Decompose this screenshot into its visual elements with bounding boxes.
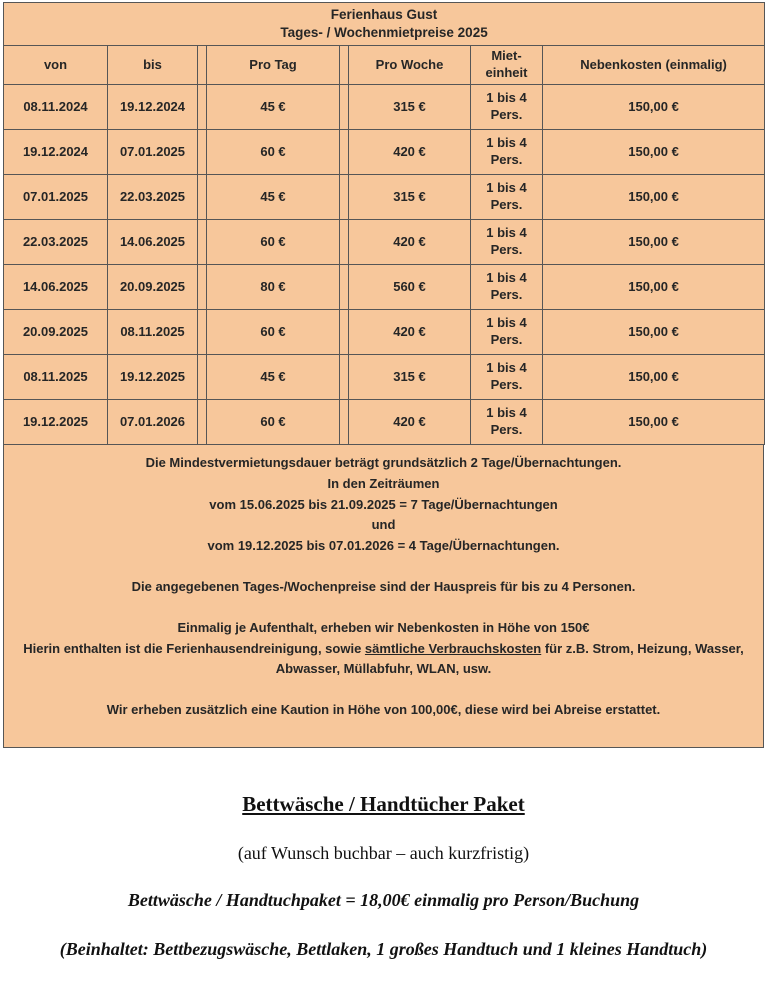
table-row (4, 400, 765, 445)
cell-pro-woche: 315 € (349, 175, 471, 220)
cell-mieteinheit: 1 bis 4 Pers. (471, 85, 543, 130)
cell-pro-tag: 80 € (207, 265, 340, 310)
price-table-body (4, 85, 765, 445)
title-line-1: Ferienhaus Gust (330, 7, 438, 23)
cell-pro-woche: 420 € (349, 310, 471, 355)
cell-pro-tag: 60 € (207, 310, 340, 355)
cell-bis: 19.12.2024 (108, 85, 198, 130)
cell-nebenkosten: 150,00 € (543, 310, 765, 355)
cell-mieteinheit: 1 bis 4 Pers. (471, 400, 543, 445)
cell-nebenkosten: 150,00 € (543, 220, 765, 265)
note-zeitraum-winter: vom 19.12.2025 bis 07.01.2026 = 4 Tage/Übernachtungen. (207, 538, 560, 554)
cell-von: 14.06.2025 (4, 265, 108, 310)
table-row (4, 265, 765, 310)
cell-pro-tag: 60 € (207, 130, 340, 175)
cell-pro-tag: 45 € (207, 355, 340, 400)
note-zeitraeume-intro: In den Zeiträumen (327, 475, 440, 491)
cell-mieteinheit: 1 bis 4 Pers. (471, 175, 543, 220)
cell-spacer (340, 130, 349, 175)
cell-spacer (198, 130, 207, 175)
cell-mieteinheit: 1 bis 4 Pers. (471, 265, 543, 310)
cell-spacer (198, 175, 207, 220)
cell-pro-woche: 315 € (349, 355, 471, 400)
header-bis: bis (108, 46, 198, 85)
cell-pro-woche: 420 € (349, 400, 471, 445)
header-spacer (340, 46, 349, 85)
note-nebenkosten-suffix: für z.B. Strom, Heizung, Wasser, Abwasser, Müllabfuhr, WLAN, usw. (275, 640, 744, 677)
cell-von: 19.12.2024 (4, 130, 108, 175)
cell-nebenkosten: 150,00 € (543, 400, 765, 445)
cell-spacer (198, 400, 207, 445)
table-row (4, 130, 765, 175)
linen-subheading: (auf Wunsch buchbar – auch kurzfristig) (237, 842, 530, 863)
cell-bis: 22.03.2025 (108, 175, 198, 220)
cell-nebenkosten: 150,00 € (543, 130, 765, 175)
note-zeitraum-sommer: vom 15.06.2025 bis 21.09.2025 = 7 Tage/Übernachtungen (209, 496, 558, 512)
note-nebenkosten-prefix: Hierin enthalten ist die Ferienhausendreinigung, sowie (23, 640, 365, 656)
note-und: und (371, 517, 396, 533)
linen-price-line: Bettwäsche / Handtuchpaket = 18,00€ einmalig pro Person/Buchung (127, 889, 640, 910)
cell-von: 22.03.2025 (4, 220, 108, 265)
cell-bis: 07.01.2025 (108, 130, 198, 175)
table-title (4, 3, 765, 46)
header-pro-tag: Pro Tag (207, 46, 340, 85)
cell-spacer (198, 220, 207, 265)
cell-spacer (340, 85, 349, 130)
cell-spacer (198, 265, 207, 310)
cell-pro-woche: 420 € (349, 130, 471, 175)
note-nebenkosten-group (14, 618, 753, 680)
linen-package-section (3, 792, 764, 961)
header-von: von (4, 46, 108, 85)
cell-von: 08.11.2025 (4, 355, 108, 400)
table-row (4, 310, 765, 355)
cell-bis: 08.11.2025 (108, 310, 198, 355)
title-line-2: Tages- / Wochenmietpreise 2025 (280, 25, 488, 40)
cell-nebenkosten: 150,00 € (543, 175, 765, 220)
cell-pro-tag: 60 € (207, 220, 340, 265)
notes-block (3, 445, 764, 748)
header-spacer (198, 46, 207, 85)
cell-bis: 14.06.2025 (108, 220, 198, 265)
note-nebenkosten-line1: Einmalig je Aufenthalt, erheben wir Nebenkosten in Höhe von 150€ (177, 619, 590, 635)
cell-spacer (198, 355, 207, 400)
price-table (3, 2, 765, 445)
note-min-duration-group (14, 453, 753, 557)
cell-bis: 07.01.2026 (108, 400, 198, 445)
table-row (4, 175, 765, 220)
cell-spacer (340, 400, 349, 445)
table-row (4, 85, 765, 130)
cell-von: 08.11.2024 (4, 85, 108, 130)
header-nebenkosten: Nebenkosten (einmalig) (543, 46, 765, 85)
cell-spacer (198, 310, 207, 355)
cell-pro-tag: 45 € (207, 85, 340, 130)
table-row (4, 220, 765, 265)
cell-pro-tag: 60 € (207, 400, 340, 445)
cell-spacer (340, 355, 349, 400)
price-sheet (3, 2, 764, 748)
cell-von: 07.01.2025 (4, 175, 108, 220)
note-hauspreis: Die angegebenen Tages-/Wochenpreise sind der Hauspreis für bis zu 4 Personen. (131, 578, 636, 594)
cell-spacer (340, 220, 349, 265)
cell-nebenkosten: 150,00 € (543, 85, 765, 130)
note-kaution: Wir erheben zusätzlich eine Kaution in Höhe von 100,00€, diese wird bei Abreise erstattet. (106, 702, 661, 718)
note-nebenkosten-line2 (14, 639, 753, 681)
cell-pro-tag: 45 € (207, 175, 340, 220)
table-header-row (4, 46, 765, 85)
header-pro-woche: Pro Woche (349, 46, 471, 85)
cell-pro-woche: 420 € (349, 220, 471, 265)
table-row (4, 355, 765, 400)
cell-mieteinheit: 1 bis 4 Pers. (471, 220, 543, 265)
cell-spacer (340, 265, 349, 310)
cell-spacer (340, 175, 349, 220)
note-nebenkosten-underlined: sämtliche Verbrauchskosten (364, 640, 542, 656)
cell-mieteinheit: 1 bis 4 Pers. (471, 310, 543, 355)
cell-mieteinheit: 1 bis 4 Pers. (471, 130, 543, 175)
cell-von: 20.09.2025 (4, 310, 108, 355)
cell-von: 19.12.2025 (4, 400, 108, 445)
cell-spacer (340, 310, 349, 355)
linen-heading: Bettwäsche / Handtücher Paket (242, 791, 525, 816)
cell-mieteinheit: 1 bis 4 Pers. (471, 355, 543, 400)
linen-includes-line: (Beinhaltet: Bettbezugswäsche, Bettlaken, 1 großes Handtuch und 1 kleines Handtuch) (59, 938, 708, 959)
cell-pro-woche: 315 € (349, 85, 471, 130)
cell-pro-woche: 560 € (349, 265, 471, 310)
note-min-duration: Die Mindestvermietungsdauer beträgt grundsätzlich 2 Tage/Übernachtungen. (145, 455, 622, 470)
header-mieteinheit: Miet-einheit (471, 46, 543, 85)
cell-nebenkosten: 150,00 € (543, 265, 765, 310)
cell-bis: 19.12.2025 (108, 355, 198, 400)
table-title-row (4, 3, 765, 46)
cell-nebenkosten: 150,00 € (543, 355, 765, 400)
cell-spacer (198, 85, 207, 130)
cell-bis: 20.09.2025 (108, 265, 198, 310)
